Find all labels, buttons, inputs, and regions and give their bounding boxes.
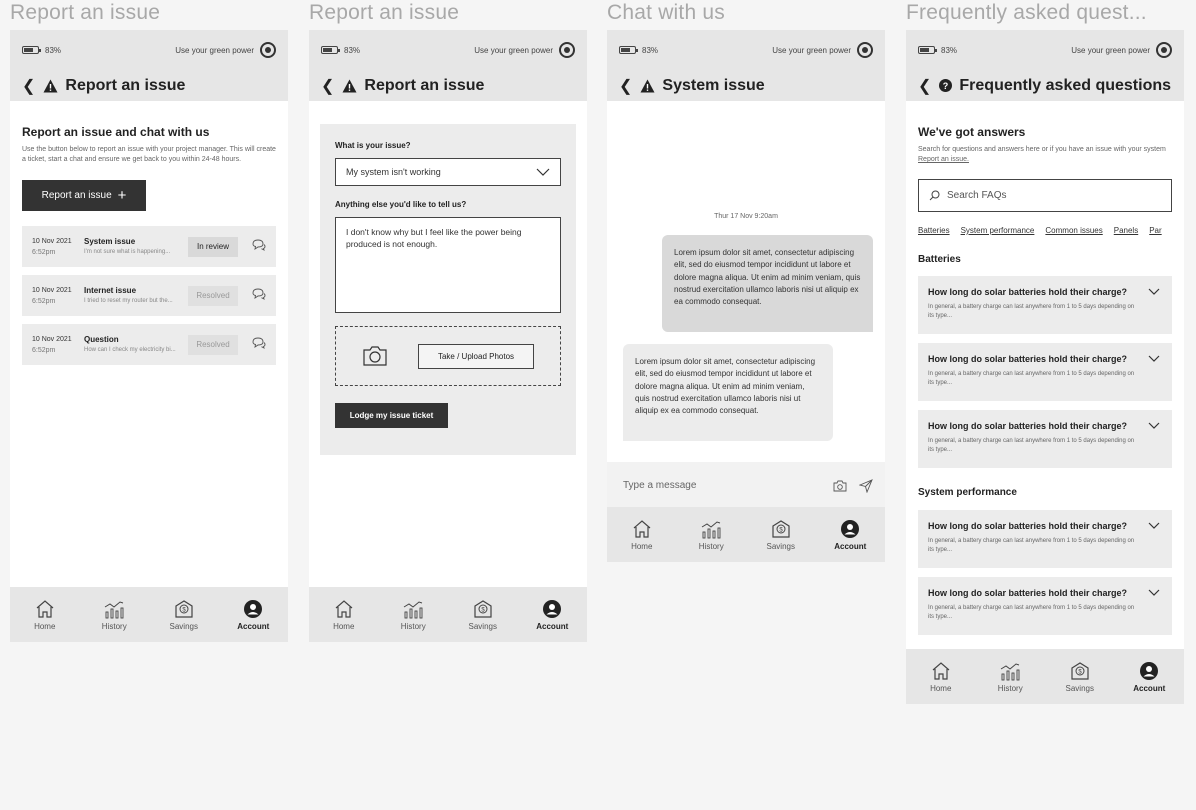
svg-text:$: $: [779, 527, 783, 533]
faq-answer: In general, a battery charge can last anywhere from 1 to 5 days depending on its type...: [928, 371, 1135, 386]
account-icon: [243, 599, 263, 619]
ticket-date: 10 Nov 2021: [32, 286, 72, 294]
chat-bubble-icon[interactable]: [252, 238, 266, 256]
savings-icon: [473, 599, 493, 619]
green-power-label: Use your green power: [175, 45, 254, 55]
target-icon[interactable]: [857, 42, 873, 58]
faq-item[interactable]: [918, 510, 1172, 568]
svg-text:?: ?: [943, 81, 949, 91]
app-header: [906, 70, 1184, 101]
battery-icon: [918, 46, 935, 54]
green-power-label: Use your green power: [1071, 45, 1150, 55]
header-title: Report an issue: [364, 76, 485, 94]
green-power-label: Use your green power: [474, 45, 553, 55]
history-chart-icon: [103, 599, 125, 619]
nav-account[interactable]: Account: [1124, 661, 1174, 693]
chat-thread: [607, 101, 885, 457]
savings-icon: [1070, 661, 1090, 681]
message-composer: [607, 462, 885, 509]
faq-answer: In general, a battery charge can last anywhere from 1 to 5 days depending on its type...: [928, 304, 1135, 319]
faq-item[interactable]: [918, 343, 1172, 401]
ticket-row[interactable]: [22, 275, 276, 316]
warning-icon: [640, 79, 655, 93]
screen-chat: [607, 30, 885, 562]
home-icon: [632, 519, 652, 539]
frame-title-4: Frequently asked quest...: [906, 1, 1147, 24]
nav-history[interactable]: History: [388, 599, 438, 631]
details-question-label: Anything else you'd like to tell us?: [335, 200, 467, 209]
faq-answer: In general, a battery charge can last anywhere from 1 to 5 days depending on its type...: [928, 605, 1135, 620]
faq-question: How long do solar batteries hold their charge?: [928, 287, 1128, 297]
details-textarea[interactable]: I don't know why but I feel like the power being produced is not enough.: [335, 217, 561, 313]
upload-photos-button[interactable]: Take / Upload Photos: [418, 344, 534, 369]
green-power-label: Use your green power: [772, 45, 851, 55]
ticket-date: 10 Nov 2021: [32, 335, 72, 343]
bottom-nav: [607, 507, 885, 562]
camera-icon: [833, 480, 847, 492]
screen-report-list: [10, 30, 288, 642]
svg-text:$: $: [182, 607, 186, 613]
target-icon[interactable]: [559, 42, 575, 58]
header-title: Frequently asked questions: [959, 76, 1172, 94]
nav-home[interactable]: Home: [319, 599, 369, 631]
warning-icon: [43, 79, 58, 93]
ticket-preview: I tried to reset my router but the...: [84, 297, 173, 304]
bottom-nav: [10, 587, 288, 642]
ticket-time: 6:52pm: [32, 346, 56, 354]
faq-answer: In general, a battery charge can last anywhere from 1 to 5 days depending on its type...: [928, 538, 1135, 553]
status-badge: Resolved: [188, 286, 238, 306]
frame-title-3: Chat with us: [607, 1, 725, 24]
send-icon: [859, 479, 873, 493]
ticket-time: 6:52pm: [32, 248, 56, 256]
faq-description: Search for questions and answers here or if you have an issue with your system: [918, 146, 1166, 153]
battery-icon: [22, 46, 39, 54]
category-link[interactable]: Panels: [1113, 226, 1139, 235]
faq-title: We've got answers: [918, 125, 1026, 139]
chevron-down-icon: [1148, 422, 1160, 429]
savings-icon: [771, 519, 791, 539]
chevron-down-icon: [1148, 589, 1160, 596]
warning-icon: [342, 79, 357, 93]
header-title: Report an issue: [65, 76, 186, 94]
app-header: [10, 70, 288, 101]
issue-form: [320, 124, 576, 455]
faq-answer: In general, a battery charge can last anywhere from 1 to 5 days depending on its type...: [928, 438, 1135, 453]
battery-level: 83%: [344, 45, 361, 55]
nav-home[interactable]: Home: [20, 599, 70, 631]
status-bar: [309, 30, 587, 70]
history-chart-icon: [999, 661, 1021, 681]
category-link[interactable]: System performance: [960, 226, 1035, 235]
chevron-down-icon: [536, 168, 550, 176]
svg-text:$: $: [1078, 669, 1082, 675]
chat-bubble-icon[interactable]: [252, 287, 266, 305]
nav-account[interactable]: Account: [825, 519, 875, 551]
report-issue-link[interactable]: Report an issue.: [918, 156, 969, 163]
status-bar: [906, 30, 1184, 70]
history-chart-icon: [700, 519, 722, 539]
nav-history[interactable]: History: [89, 599, 139, 631]
category-link[interactable]: Par: [1149, 226, 1162, 235]
report-issue-button[interactable]: [22, 180, 146, 211]
faq-section-title: System performance: [918, 487, 1017, 498]
nav-savings[interactable]: $ Savings: [458, 599, 508, 631]
nav-history[interactable]: History: [686, 519, 736, 551]
faq-item[interactable]: [918, 276, 1172, 334]
photo-upload-area[interactable]: [335, 326, 561, 386]
faq-search-input[interactable]: [918, 179, 1172, 212]
lodge-ticket-button[interactable]: Lodge my issue ticket: [335, 403, 448, 428]
report-issue-label: Report an issue: [41, 190, 112, 201]
chat-message-incoming: Lorem ipsum dolor sit amet, consectetur adipiscing elit, sed do eiusmod tempor incididunt ut labore et dolore magna aliqua. Ut enim ad minim veniam, quis nostrud exercitation ullamco laboris nisi ut aliquip ex ea commodo consequat.: [623, 344, 833, 441]
plus-icon: +: [117, 187, 127, 204]
issue-select-value: My system isn't working: [346, 167, 441, 177]
savings-icon: [174, 599, 194, 619]
bottom-nav: [906, 649, 1184, 704]
category-links: [918, 220, 1184, 238]
status-bar: [10, 30, 288, 70]
faq-section-title: Batteries: [918, 254, 961, 265]
ticket-preview: How can I check my electricity bi...: [84, 346, 176, 353]
faq-question: How long do solar batteries hold their charge?: [928, 421, 1128, 431]
back-chevron-icon[interactable]: ❮: [22, 77, 36, 95]
faq-question: How long do solar batteries hold their charge?: [928, 588, 1128, 598]
home-icon: [35, 599, 55, 619]
chat-timestamp: Thur 17 Nov 9:20am: [714, 213, 778, 220]
section-title: Report an issue and chat with us: [22, 125, 210, 139]
app-header: [607, 70, 885, 101]
frame-title-2: Report an issue: [309, 1, 460, 24]
section-description: Use the button below to report an issue with your project manager. This will create a ticket, start a chat and ensure we get back to you within 24-48 hours.: [22, 146, 276, 163]
battery-icon: [321, 46, 338, 54]
header-title: System issue: [662, 76, 765, 94]
app-header: [309, 70, 587, 101]
nav-savings[interactable]: $ Savings: [159, 599, 209, 631]
ticket-date: 10 Nov 2021: [32, 237, 72, 245]
ticket-title: Question: [84, 334, 119, 344]
nav-savings[interactable]: $ Savings: [1055, 661, 1105, 693]
chat-bubble-icon[interactable]: [252, 336, 266, 354]
ticket-list: [22, 226, 276, 365]
issue-question-label: What is your issue?: [335, 141, 411, 150]
back-chevron-icon[interactable]: ❮: [918, 77, 932, 95]
message-input[interactable]: Type a message: [623, 480, 697, 491]
chevron-down-icon: [1148, 355, 1160, 362]
home-icon: [334, 599, 354, 619]
history-chart-icon: [402, 599, 424, 619]
help-circle-icon: [939, 79, 952, 92]
nav-home[interactable]: Home: [916, 661, 966, 693]
chevron-down-icon: [1148, 522, 1160, 529]
search-placeholder: Search FAQs: [947, 190, 1007, 201]
faq-question: How long do solar batteries hold their charge?: [928, 521, 1128, 531]
nav-account[interactable]: Account: [228, 599, 278, 631]
nav-history[interactable]: History: [985, 661, 1035, 693]
nav-account[interactable]: Account: [527, 599, 577, 631]
battery-level: 83%: [45, 45, 62, 55]
ticket-title: Internet issue: [84, 285, 137, 295]
chevron-down-icon: [1148, 288, 1160, 295]
account-icon: [1139, 661, 1159, 681]
home-icon: [931, 661, 951, 681]
ticket-row[interactable]: [22, 226, 276, 267]
status-badge: Resolved: [188, 335, 238, 355]
ticket-row[interactable]: [22, 324, 276, 365]
chat-message-outgoing: Lorem ipsum dolor sit amet, consectetur adipiscing elit, sed do eiusmod tempor incididunt ut labore et dolore magna aliqua. Ut enim ad minim veniam, quis nostrud exercitation ullamco laboris nisi ut aliquip ex ea commodo consequat.: [662, 235, 873, 332]
faq-item[interactable]: [918, 410, 1172, 468]
ticket-preview: I'm not sure what is happening...: [84, 248, 171, 255]
ticket-title: System issue: [84, 236, 136, 246]
frame-title-1: Report an issue: [10, 1, 161, 24]
faq-item[interactable]: [918, 577, 1172, 635]
camera-icon: [362, 345, 388, 367]
status-badge: In review: [188, 237, 238, 257]
category-link[interactable]: Common issues: [1045, 226, 1103, 235]
faq-question: How long do solar batteries hold their charge?: [928, 354, 1128, 364]
account-icon: [542, 599, 562, 619]
nav-home[interactable]: Home: [617, 519, 667, 551]
screen-report-form: [309, 30, 587, 642]
svg-text:$: $: [481, 607, 485, 613]
battery-level: 83%: [941, 45, 958, 55]
screen-faq: [906, 30, 1184, 704]
target-icon[interactable]: [1156, 42, 1172, 58]
account-icon: [840, 519, 860, 539]
ticket-time: 6:52pm: [32, 297, 56, 305]
status-bar: [607, 30, 885, 70]
search-icon: [929, 190, 940, 201]
issue-select[interactable]: [335, 158, 561, 186]
target-icon[interactable]: [260, 42, 276, 58]
bottom-nav: [309, 587, 587, 642]
battery-level: 83%: [642, 45, 659, 55]
back-chevron-icon[interactable]: ❮: [321, 77, 335, 95]
battery-icon: [619, 46, 636, 54]
category-link[interactable]: Batteries: [918, 226, 950, 235]
back-chevron-icon[interactable]: ❮: [619, 77, 633, 95]
nav-savings[interactable]: $ Savings: [756, 519, 806, 551]
